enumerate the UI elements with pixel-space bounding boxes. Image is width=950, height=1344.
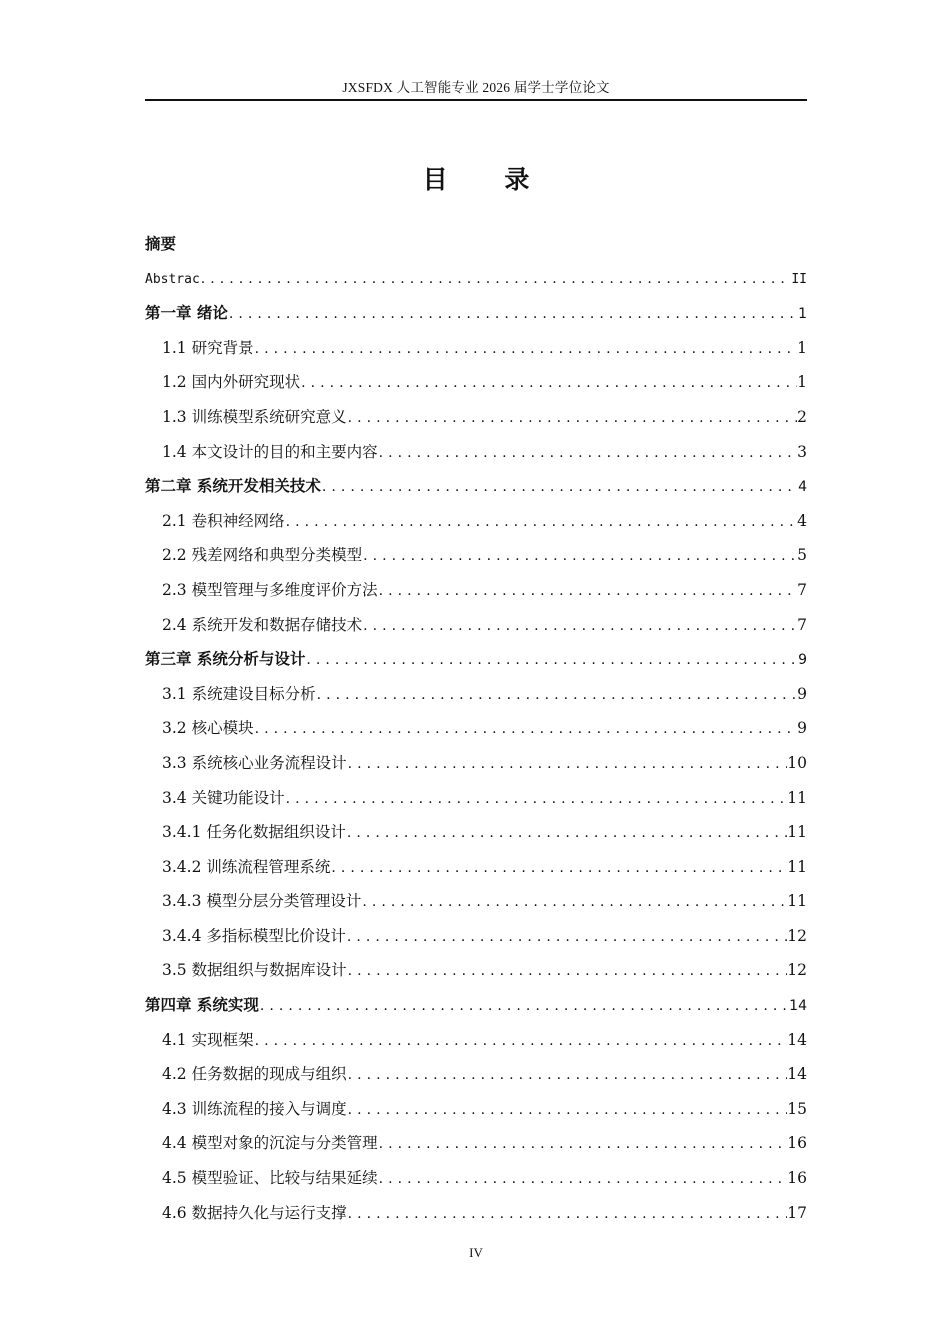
toc-entry-page: 16: [787, 1134, 807, 1153]
toc-entry-title: 3.3 系统核心业务流程设计: [162, 753, 347, 772]
toc-entry-page: 9: [797, 719, 807, 738]
toc-dot-leader: [362, 609, 797, 643]
toc-entry[interactable]: [145, 1196, 807, 1231]
toc-entry-title: 2.4 系统开发和数据存储技术: [162, 615, 363, 634]
toc-entry[interactable]: [145, 677, 807, 712]
toc-entry[interactable]: [145, 331, 807, 366]
toc-entry-title: 4.5 模型验证、比较与结果延续: [162, 1169, 378, 1188]
toc-entry-title: 2.2 残差网络和典型分类模型: [162, 546, 363, 565]
toc-entry-title: 2.1 卷积神经网络: [162, 511, 285, 530]
toc-dot-leader: [254, 712, 798, 746]
toc-entry[interactable]: [145, 850, 807, 885]
toc-entry-title: 3.4.1 任务化数据组织设计: [162, 823, 346, 842]
toc-entry-title: 3.5 数据组织与数据库设计: [162, 961, 347, 980]
toc-entry-page: 4: [798, 479, 807, 496]
toc-entry-page: 2: [797, 407, 807, 426]
toc-entry-title: 3.2 核心模块: [162, 719, 254, 738]
toc-entry[interactable]: [145, 1161, 807, 1196]
toc-entry-page: 1: [798, 306, 807, 323]
toc-entry-title: 1.1 研究背景: [162, 338, 254, 357]
toc-entry-title: 4.4 模型对象的沉淀与分类管理: [162, 1134, 378, 1153]
toc-entry-title: 1.2 国内外研究现状: [162, 373, 301, 392]
toc-entry[interactable]: [145, 504, 807, 539]
toc-entry-page: 5: [797, 546, 807, 565]
toc-entry-page: II: [791, 271, 807, 287]
toc-dot-leader: [330, 851, 787, 885]
toc-dot-leader: [347, 1058, 788, 1092]
toc-entry[interactable]: [145, 988, 807, 1023]
toc-dot-leader: [347, 954, 788, 988]
toc-entry-page: 12: [787, 926, 807, 945]
toc-entry-title: 4.6 数据持久化与运行支撑: [162, 1203, 347, 1222]
toc-entry[interactable]: [145, 435, 807, 470]
toc-entry[interactable]: [145, 953, 807, 988]
toc-dot-leader: [285, 505, 798, 539]
toc-entry-title: 3.4.3 模型分层分类管理设计: [162, 892, 362, 911]
toc-entry-title: 3.1 系统建设目标分析: [162, 684, 316, 703]
toc-entry-title: 4.3 训练流程的接入与调度: [162, 1099, 347, 1118]
toc-dot-leader: [259, 989, 789, 1023]
toc-entry-title: 1.3 训练模型系统研究意义: [162, 407, 347, 426]
toc-entry-page: 9: [797, 684, 807, 703]
toc-entry[interactable]: [145, 781, 807, 816]
toc-dot-leader: [305, 643, 798, 677]
toc-entry-page: 12: [787, 961, 807, 980]
toc-entry[interactable]: [145, 746, 807, 781]
toc-entry-page: 7: [797, 615, 807, 634]
toc-entry[interactable]: [145, 1092, 807, 1127]
toc-entry-list: [145, 262, 807, 1231]
toc-entry[interactable]: [145, 1126, 807, 1161]
toc-entry-page: 14: [787, 1065, 807, 1084]
toc-dot-leader: [378, 574, 798, 608]
toc-dot-leader: [254, 1024, 788, 1058]
toc-dot-leader: [347, 1197, 788, 1231]
toc-entry-page: 3: [797, 442, 807, 461]
toc-dot-leader: [200, 262, 792, 297]
toc-entry-page: 11: [787, 892, 807, 911]
toc-entry-page: 11: [787, 823, 807, 842]
toc-entry-page: 1: [797, 338, 807, 357]
toc-dot-leader: [347, 401, 798, 435]
toc-entry[interactable]: [145, 538, 807, 573]
toc-dot-leader: [378, 436, 798, 470]
toc-entry-title: 第二章 系统开发相关技术: [145, 477, 321, 496]
toc-dot-leader: [316, 678, 798, 712]
toc-dot-leader: [362, 539, 797, 573]
toc-entry[interactable]: [145, 296, 807, 331]
toc-entry-page: 17: [787, 1203, 807, 1222]
toc-entry-title: 2.3 模型管理与多维度评价方法: [162, 580, 378, 599]
table-of-contents: [145, 227, 807, 1230]
toc-entry[interactable]: [145, 365, 807, 400]
toc-entry[interactable]: [145, 608, 807, 643]
toc-dot-leader: [346, 816, 787, 850]
toc-heading-abstract: 摘要: [145, 235, 177, 253]
toc-entry-page: 1: [797, 373, 807, 392]
toc-entry-title: 1.4 本文设计的目的和主要内容: [162, 442, 378, 461]
toc-entry[interactable]: [145, 711, 807, 746]
toc-entry-title: 3.4.2 训练流程管理系统: [162, 857, 331, 876]
toc-dot-leader: [347, 747, 788, 781]
toc-entry-page: 15: [787, 1099, 807, 1118]
toc-dot-leader: [300, 366, 797, 400]
toc-entry[interactable]: [145, 469, 807, 504]
toc-dot-leader: [346, 920, 787, 954]
toc-entry-title: 第四章 系统实现: [145, 996, 259, 1015]
toc-entry-page: 14: [787, 1030, 807, 1049]
toc-entry[interactable]: [145, 400, 807, 435]
toc-dot-leader: [285, 782, 788, 816]
toc-entry-title: Abstrac: [145, 271, 200, 287]
toc-dot-leader: [378, 1162, 788, 1196]
toc-entry-title: 第三章 系统分析与设计: [145, 650, 306, 669]
toc-entry-title: 4.1 实现框架: [162, 1030, 254, 1049]
toc-entry-page: 11: [787, 857, 807, 876]
toc-entry-page: 4: [797, 511, 807, 530]
toc-entry-page: 16: [787, 1169, 807, 1188]
toc-entry-page: 7: [797, 580, 807, 599]
toc-entry[interactable]: [145, 884, 807, 919]
toc-entry[interactable]: [145, 573, 807, 608]
toc-entry[interactable]: [145, 1057, 807, 1092]
running-header: JXSFDX 人工智能专业 2026 届学士学位论文: [342, 80, 610, 95]
toc-dot-leader: [228, 297, 798, 331]
toc-entry[interactable]: [145, 815, 807, 850]
toc-entry[interactable]: [145, 919, 807, 954]
toc-entry-page: 9: [798, 652, 807, 669]
toc-entry[interactable]: [145, 1023, 807, 1058]
toc-dot-leader: [378, 1127, 788, 1161]
toc-entry-title: 3.4 关键功能设计: [162, 788, 285, 807]
toc-entry-title: 3.4.4 多指标模型比价设计: [162, 926, 346, 945]
toc-entry[interactable]: [145, 262, 807, 297]
toc-entry-title: 4.2 任务数据的现成与组织: [162, 1065, 347, 1084]
toc-dot-leader: [321, 470, 798, 504]
toc-entry-page: 10: [787, 753, 807, 772]
header-rule: [145, 99, 807, 101]
toc-dot-leader: [254, 332, 798, 366]
toc-entry-page: 14: [789, 998, 807, 1015]
toc-title: 目 录: [422, 165, 554, 194]
toc-entry-page: 11: [787, 788, 807, 807]
toc-dot-leader: [361, 885, 787, 919]
toc-entry[interactable]: [145, 642, 807, 677]
toc-dot-leader: [347, 1093, 788, 1127]
toc-entry-title: 第一章 绪论: [145, 304, 228, 323]
page-number: IV: [469, 1245, 483, 1260]
